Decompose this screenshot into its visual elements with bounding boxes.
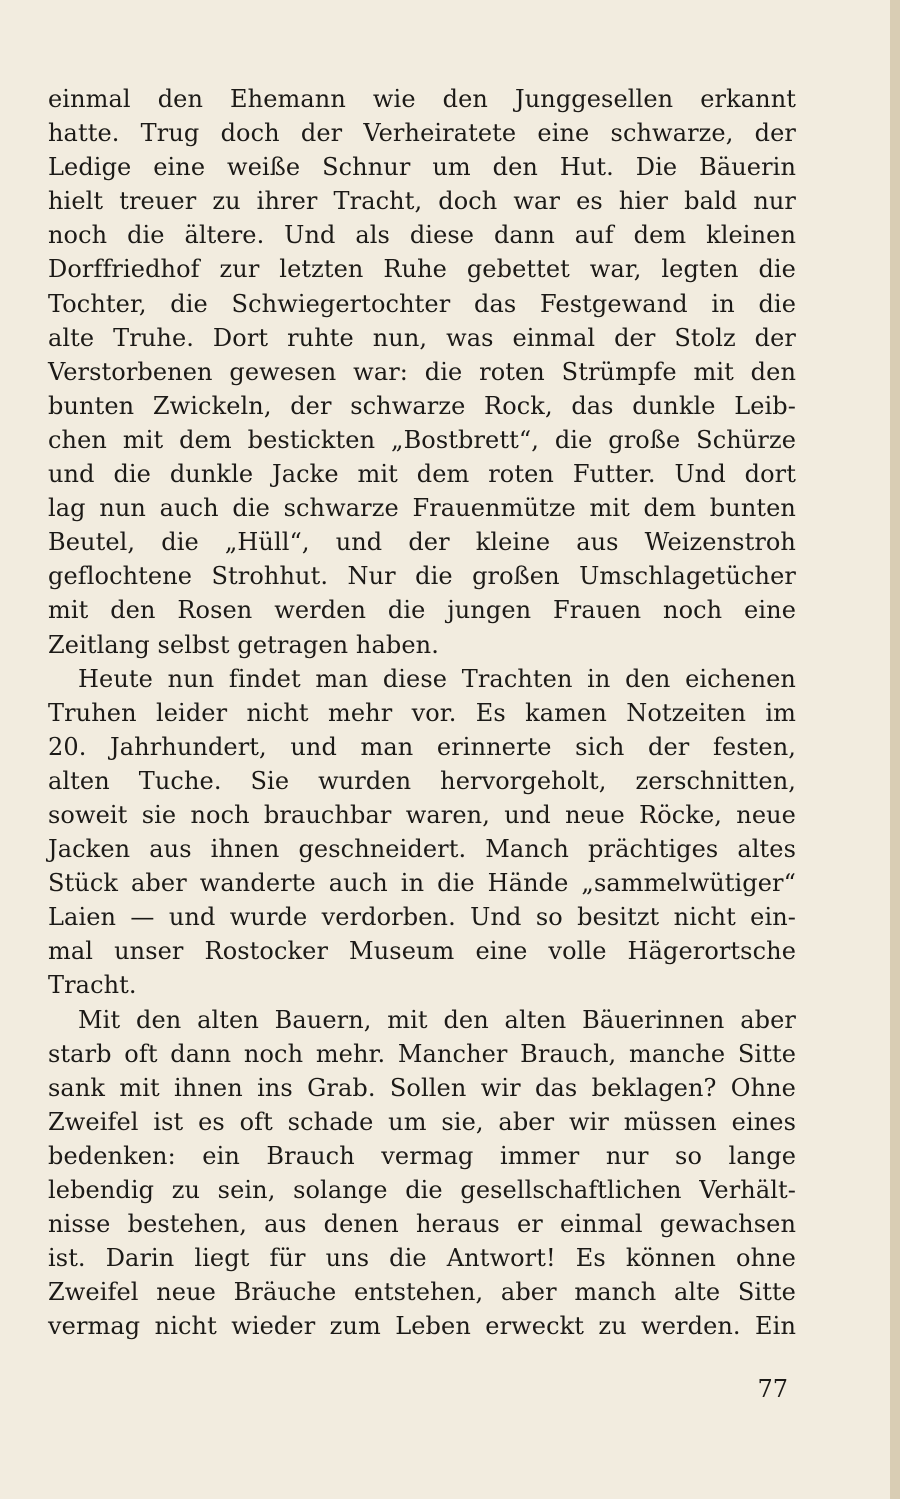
text-line: Stück aber wanderte auch in die Hände „sammelwütiger“	[48, 869, 796, 898]
text-line: starb oft dann noch mehr. Mancher Brauch, manche Sitte	[48, 1039, 796, 1068]
text-line: Zweifel neue Bräuche entstehen, aber manch alte Sitte	[48, 1278, 796, 1307]
text-line: vermag nicht wieder zum Leben erweckt zu werden. Ein	[48, 1312, 796, 1341]
text-line: bunten Zwickeln, der schwarze Rock, das dunkle Leib-	[48, 391, 796, 420]
page-number: 77	[757, 1375, 788, 1403]
body-text	[48, 82, 796, 1343]
text-line: nisse bestehen, aus denen heraus er einmal gewachsen	[48, 1210, 796, 1239]
text-line: soweit sie noch brauchbar waren, und neue Röcke, neue	[48, 800, 796, 829]
text-line: lebendig zu sein, solange die gesellschaftlichen Verhält-	[48, 1176, 796, 1204]
text-line: und die dunkle Jacke mit dem roten Futter. Und dort	[48, 460, 796, 489]
text-line: alte Truhe. Dort ruhte nun, was einmal der Stolz der	[48, 323, 796, 352]
text-line: Zeitlang selbst getragen haben.	[48, 630, 439, 659]
text-line: Jacken aus ihnen geschneidert. Manch prächtiges altes	[48, 835, 796, 864]
text-line: 20. Jahrhundert, und man erinnerte sich der festen,	[48, 732, 796, 761]
text-line: Beutel, die „Hüll“, und der kleine aus Weizenstroh	[48, 528, 796, 557]
text-line: alten Tuche. Sie wurden hervorgeholt, zerschnitten,	[48, 766, 796, 795]
text-line: Heute nun findet man diese Trachten in den eichenen	[78, 664, 796, 693]
text-line: bedenken: ein Brauch vermag immer nur so lange	[48, 1141, 796, 1170]
text-line: hielt treuer zu ihrer Tracht, doch war es hier bald nur	[48, 187, 796, 216]
text-line: Tochter, die Schwiegertochter das Festgewand in die	[48, 289, 796, 318]
text-line: Dorffriedhof zur letzten Ruhe gebettet war, legten die	[48, 255, 796, 284]
text-line: Laien — und wurde verdorben. Und so besitzt nicht ein-	[48, 903, 796, 932]
text-line: Truhen leider nicht mehr vor. Es kamen Notzeiten im	[48, 698, 796, 727]
text-line: mal unser Rostocker Museum eine volle Hägerortsche	[48, 937, 796, 966]
text-line: einmal den Ehemann wie den Junggesellen erkannt	[48, 85, 796, 113]
text-line: ist. Darin liegt für uns die Antwort! Es können ohne	[48, 1244, 796, 1273]
text-line: Verstorbenen gewesen war: die roten Strümpfe mit den	[48, 357, 796, 386]
text-line: mit den Rosen werden die jungen Frauen noch eine	[48, 596, 796, 625]
text-line: geflochtene Strohhut. Nur die großen Umschlagetücher	[48, 562, 796, 591]
text-line: noch die ältere. Und als diese dann auf dem kleinen	[48, 221, 796, 250]
text-line: Mit den alten Bauern, mit den alten Bäuerinnen aber	[78, 1005, 796, 1034]
text-line: chen mit dem bestickten „Bostbrett“, die große Schürze	[48, 425, 796, 454]
text-line: Ledige eine weiße Schnur um den Hut. Die Bäuerin	[48, 153, 796, 182]
text-line: hatte. Trug doch der Verheiratete eine schwarze, der	[48, 119, 796, 148]
text-line: Zweifel ist es oft schade um sie, aber wir müssen eines	[48, 1107, 796, 1136]
text-line: Tracht.	[48, 971, 137, 1000]
text-line: lag nun auch die schwarze Frauenmütze mit dem bunten	[48, 494, 796, 523]
text-line: sank mit ihnen ins Grab. Sollen wir das beklagen? Ohne	[48, 1073, 796, 1102]
